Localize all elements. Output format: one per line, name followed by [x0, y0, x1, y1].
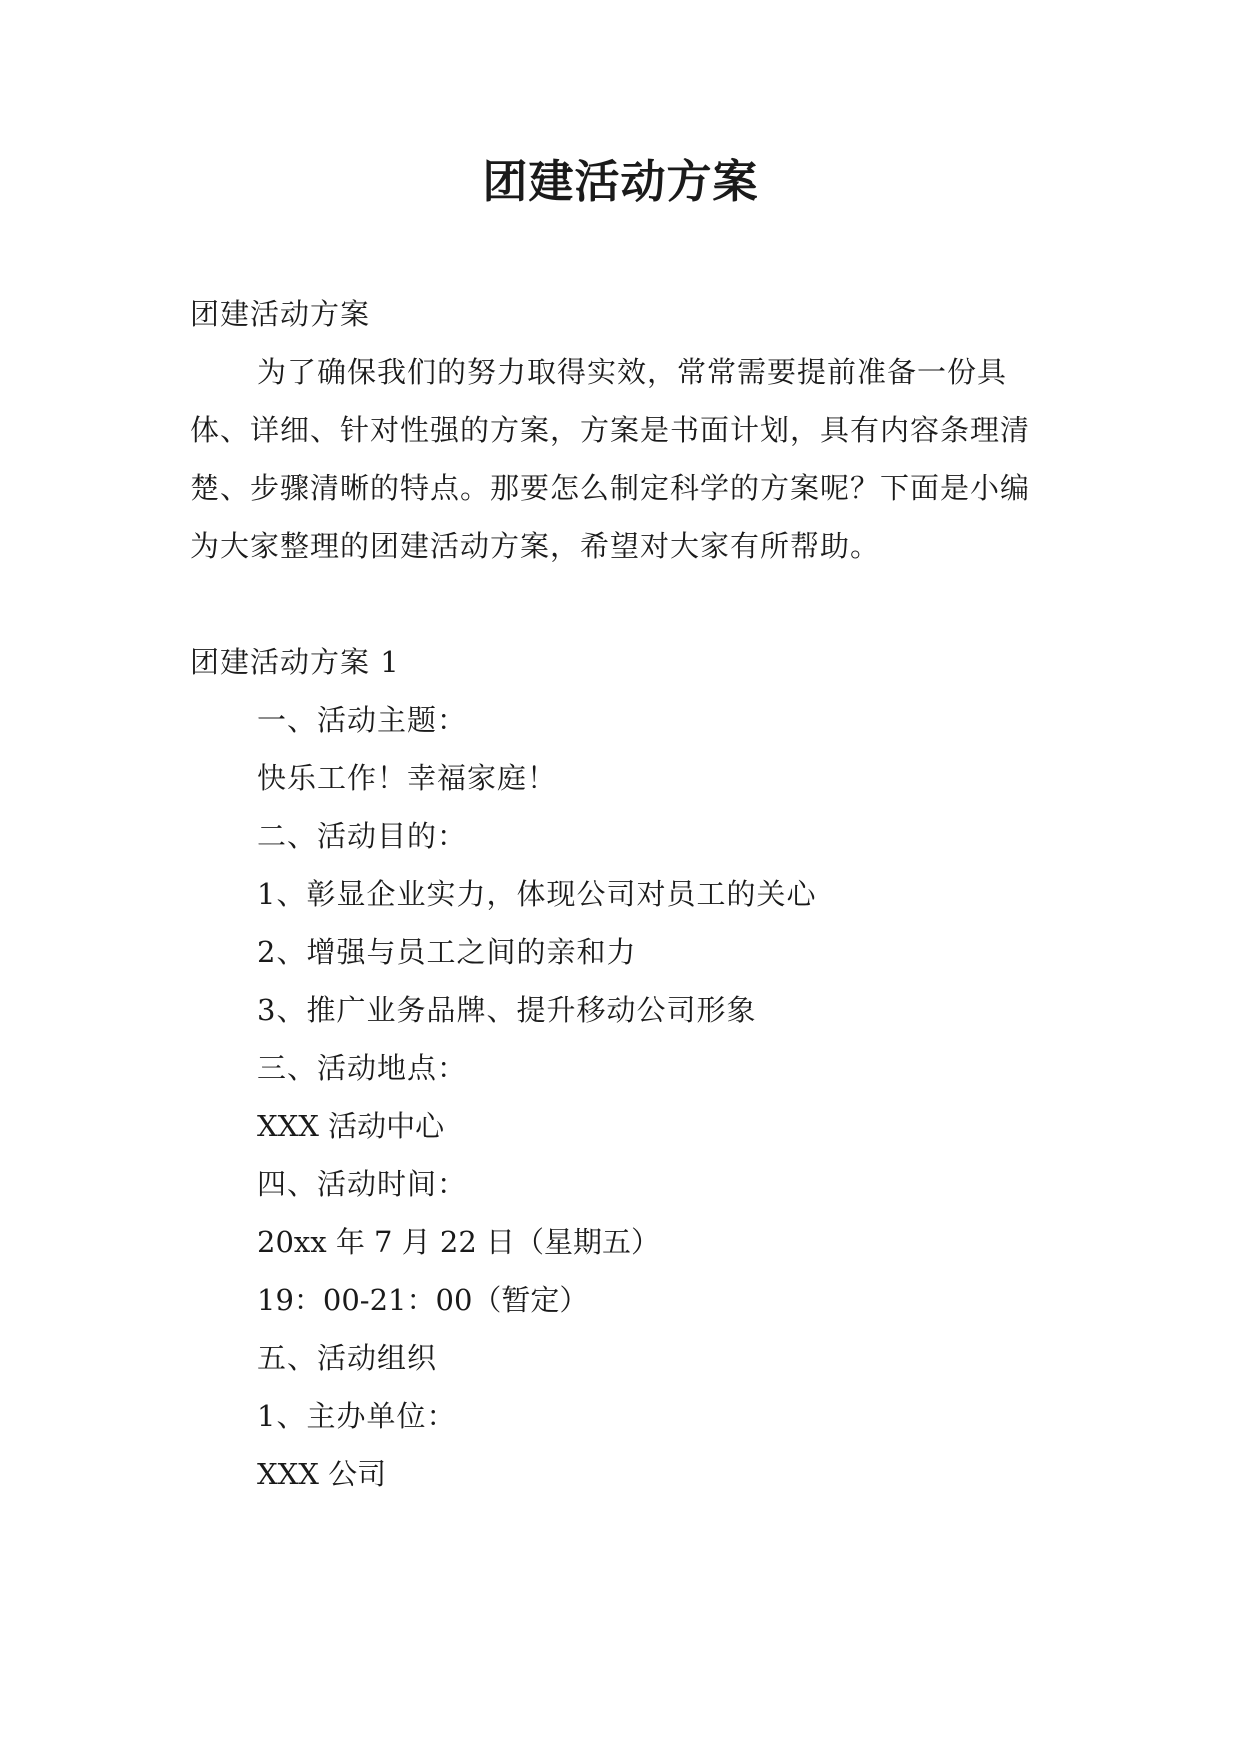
heading-activity-organization: 五、活动组织 [257, 1341, 438, 1375]
paragraph-spacer [190, 575, 1052, 633]
organizer-name: XXX 公司 [257, 1457, 387, 1491]
intro-paragraph: 为了确保我们的努力取得实效，常常需要提前准备一份具体、详细、针对性强的方案，方案是书面计划，具有内容条理清楚、步骤清晰的特点。那要怎么制定科学的方案呢？下面是小编为大家整理的团建活动方案，希望对大家有所帮助。 [190, 355, 1031, 563]
purpose-item-2: 2、增强与员工之间的亲和力 [257, 935, 637, 969]
purpose-item-1: 1、彰显企业实力，体现公司对员工的关心 [257, 877, 817, 911]
heading-activity-time: 四、活动时间： [257, 1167, 468, 1201]
heading-activity-purpose: 二、活动目的： [257, 819, 468, 853]
section-title: 团建活动方案 1 [190, 645, 400, 679]
heading-activity-theme: 一、活动主题： [257, 703, 468, 737]
document-title: 团建活动方案 [482, 155, 759, 208]
activity-hours-text: 19：00-21：00（暂定） [257, 1283, 589, 1317]
document-body [190, 285, 1052, 1503]
activity-date-text: 20xx 年 7 月 22 日（星期五） [257, 1225, 661, 1259]
document-subtitle: 团建活动方案 [190, 297, 371, 331]
purpose-item-3: 3、推广业务品牌、提升移动公司形象 [257, 993, 757, 1027]
activity-location-text: XXX 活动中心 [257, 1109, 445, 1143]
activity-theme-text: 快乐工作！幸福家庭！ [257, 761, 558, 795]
heading-activity-location: 三、活动地点： [257, 1051, 468, 1085]
organizer-heading: 1、主办单位： [257, 1399, 457, 1433]
